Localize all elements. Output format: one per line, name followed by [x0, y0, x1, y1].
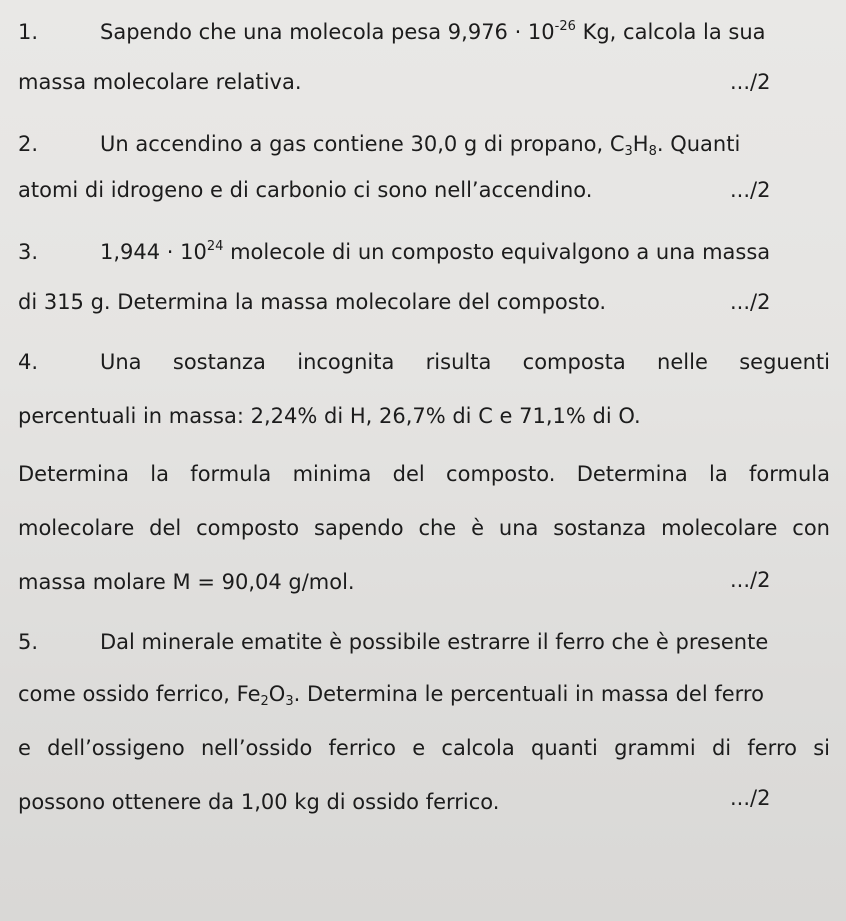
exercise-2-line-1 [18, 130, 830, 158]
exercise-number: 5. [18, 630, 39, 654]
subscript: 2 [260, 694, 269, 709]
text-run: . Determina le percentuali in massa del ferro [293, 682, 764, 706]
score-label: .../2 [730, 786, 771, 810]
exercise-3-line-1 [18, 238, 830, 266]
exercise-4-line-1 [18, 348, 830, 376]
exercise-1-line-2: massa molecolare relativa. [18, 70, 302, 94]
exercise-number: 1. [18, 20, 39, 44]
text-run: molecole di un composto equivalgono a una massa [223, 240, 771, 264]
exercise-number: 4. [18, 350, 39, 374]
exercise-5-line-4: possono ottenere da 1,00 kg di ossido ferrico. [18, 790, 500, 814]
score-label: .../2 [730, 290, 771, 314]
exercise-4-line-4: molecolare del composto sapendo che è una sostanza molecolare con [18, 516, 830, 540]
exercise-5-line-1 [18, 628, 830, 656]
exercise-2-line-2: atomi di idrogeno e di carbonio ci sono nell’accendino. [18, 178, 593, 202]
exercise-1-line-1 [18, 18, 830, 46]
score-label: .../2 [730, 70, 771, 94]
exponent: 24 [206, 239, 224, 254]
text-run: H [632, 132, 649, 156]
text-run: . Quanti [656, 132, 741, 156]
exponent: -26 [554, 19, 576, 34]
text-run: Un accendino a gas contiene 30,0 g di propano, C [100, 132, 625, 156]
exercise-5-line-2 [18, 680, 830, 708]
exercise-3-line-2: di 315 g. Determina la massa molecolare del composto. [18, 290, 607, 314]
exercise-5-line-3: e dell’ossigeno nell’ossido ferrico e calcola quanti grammi di ferro si [18, 736, 830, 760]
text-run: 1,944 · 10 [100, 240, 207, 264]
exercise-number: 2. [18, 132, 39, 156]
exercise-4-line-3: Determina la formula minima del composto. Determina la formula [18, 462, 830, 486]
subscript: 3 [624, 144, 633, 159]
exercise-4-line-2: percentuali in massa: 2,24% di H, 26,7% di C e 71,1% di O. [18, 404, 641, 428]
score-label: .../2 [730, 568, 771, 592]
subscript: 8 [648, 144, 657, 159]
text-run: O [268, 682, 286, 706]
text-run: Dal minerale ematite è possibile estrarre il ferro che è presente [100, 630, 769, 654]
text-run: come ossido ferrico, Fe [18, 682, 261, 706]
exercise-4-line-5: massa molare M = 90,04 g/mol. [18, 570, 355, 594]
text-run: Sapendo che una molecola pesa 9,976 · 10 [100, 20, 555, 44]
score-label: .../2 [730, 178, 771, 202]
text-run: Kg, calcola la sua [575, 20, 766, 44]
exercise-number: 3. [18, 240, 39, 264]
text-run: Una sostanza incognita risulta composta nelle seguenti [100, 350, 830, 374]
subscript: 3 [285, 694, 294, 709]
